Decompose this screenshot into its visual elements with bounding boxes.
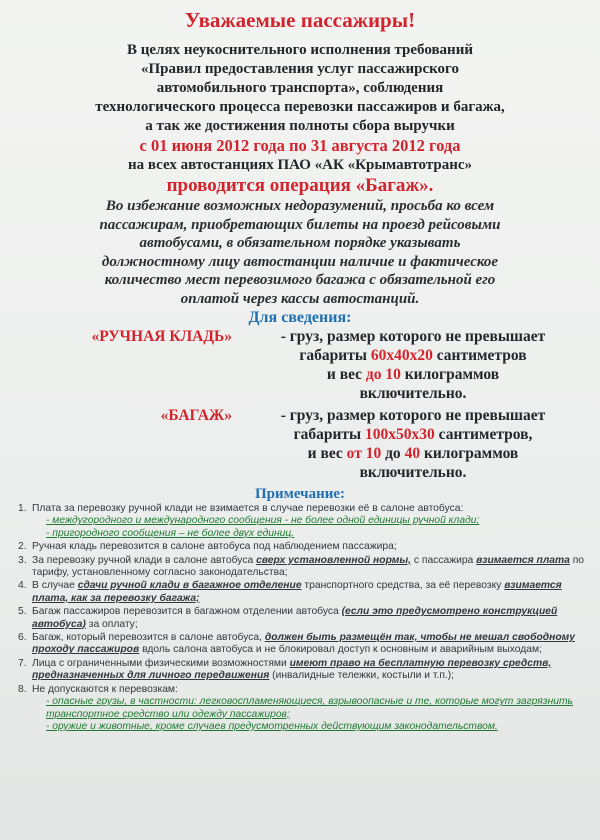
note-text: Ручная кладь перевозится в салоне автобуса под наблюдением пассажира;: [32, 541, 397, 553]
note-item: [18, 580, 584, 605]
notice-line: оплатой через кассы автостанций.: [180, 290, 420, 307]
hand-luggage-term: «РУЧНАЯ КЛАДЬ»: [91, 328, 232, 345]
def-line: - груз, размер которого не превышает: [280, 328, 546, 345]
intro-line: а так же достижения полноты сбора выручки: [145, 118, 455, 134]
note-emphasis: взимается плата, как за перевозку багажа;: [32, 580, 562, 604]
dimensions-value: 60х40х20: [370, 347, 433, 364]
notice-line: Во избежание возможных недоразумений, просьба ко всем: [105, 198, 495, 214]
note-span: Багаж, который перевозится в салоне автобуса,: [32, 632, 265, 644]
note-line: Не допускаются к перевозкам:: [32, 683, 178, 695]
note-number: 4.: [18, 580, 27, 592]
note-subitem: - пригородного сообщения – не более двух единиц.: [46, 527, 295, 539]
def-line: [238, 444, 588, 463]
intro-paragraph: [12, 41, 588, 136]
notice-paragraph: [12, 197, 588, 308]
note-number: 8.: [18, 683, 27, 695]
note-heading: Примечание:: [254, 486, 346, 502]
notice-line: автобусами, в обязательном порядке указывать: [139, 235, 461, 251]
note-number: 3.: [18, 554, 27, 566]
hand-luggage-text: [238, 327, 588, 403]
note-span: За перевозку ручной клади в салоне автобуса: [32, 554, 257, 566]
notice-line: количество мест перевозимого багажа с обязательной его: [104, 272, 496, 288]
weight-value: 40: [404, 445, 421, 462]
note-span: Лица с ограниченными физическими возможностями: [32, 657, 290, 669]
page-title: Уважаемые пассажиры!: [184, 8, 416, 32]
hand-luggage-definition: [12, 327, 588, 403]
note-number: 6.: [18, 632, 27, 644]
note-emphasis: сверх установленной нормы,: [256, 554, 411, 566]
note-text: [32, 684, 584, 734]
weight-value: от 10: [346, 445, 382, 462]
def-text: килограммов: [420, 445, 519, 462]
note-subitem: - междугородного и международного сообщения - не более одной единицы ручной клади;: [46, 515, 480, 527]
note-number: 7.: [18, 657, 27, 669]
note-span: транспортного средства, за её перевозку: [301, 580, 505, 592]
def-text: габариты: [293, 426, 366, 443]
note-emphasis: (если это предусмотрено конструкцией автобуса): [32, 606, 558, 630]
note-item: [18, 658, 584, 683]
def-text: сантиметров,: [434, 426, 533, 443]
note-span: В случае: [32, 580, 78, 592]
note-span: вдоль салона автобуса и не блокировал доступ к основным и аварийным выходам;: [139, 644, 542, 656]
def-text: до: [381, 445, 405, 462]
note-text: [32, 606, 584, 631]
def-line: [238, 365, 588, 384]
baggage-text: [238, 406, 588, 482]
intro-line: В целях неукоснительного исполнения требований: [127, 42, 473, 58]
note-item: [18, 684, 584, 734]
note-number: 5.: [18, 606, 27, 618]
note-item: [18, 541, 584, 553]
def-line: включительно.: [359, 464, 467, 481]
def-text: килограммов: [400, 366, 500, 383]
note-span: с пассажира: [411, 554, 477, 566]
def-line: включительно.: [359, 385, 467, 402]
baggage-term: «БАГАЖ»: [160, 407, 232, 424]
def-text: сантиметров: [432, 347, 527, 364]
operation-dates: с 01 июня 2012 года по 31 августа 2012 года: [139, 136, 461, 155]
note-number: 2.: [18, 541, 27, 553]
dimensions-value: 100х50х30: [365, 426, 435, 443]
def-line: - груз, размер которого не превышает: [280, 407, 546, 424]
stations-line: на всех автостанциях ПАО «АК «Крымавтотранс»: [127, 157, 473, 173]
note-emphasis: сдачи ручной клади в багажное отделение: [77, 580, 302, 592]
def-line: [238, 425, 588, 444]
weight-value: до 10: [365, 366, 401, 383]
note-item: [18, 503, 584, 540]
baggage-definition: [12, 406, 588, 482]
def-text: габариты: [299, 347, 371, 364]
note-number: 1.: [18, 503, 27, 514]
note-span: за оплату;: [85, 618, 138, 630]
notice-line: должностному лицу автостанции наличие и фактическое: [101, 253, 499, 270]
note-text: [32, 580, 584, 605]
note-span: (инвалидные тележки, костыли и т.п.);: [269, 670, 455, 682]
operation-name: проводится операция «Багаж».: [166, 175, 434, 196]
note-span: по тарифу, установленному согласно законодательства;: [32, 554, 585, 579]
note-emphasis: должен быть размещён так, чтобы не мешал свободному проходу пассажиров: [32, 632, 575, 656]
note-item: [18, 606, 584, 631]
note-item: [18, 632, 584, 657]
def-text: и вес: [307, 445, 347, 462]
note-text: [32, 555, 584, 580]
note-subitem: - опасные грузы, в частности: легковоспламеняющиеся, взрывоопасные и те, которые могут загрязнить транспортное средство или одежду пассажиров;: [46, 696, 573, 720]
note-emphasis: имеют право на бесплатную перевозку средств, предназначенных для личного передвижения: [32, 657, 552, 682]
note-subitem: - оружие и животные, кроме случаев предусмотренных действующим законодательством.: [46, 720, 498, 732]
note-text: [32, 658, 584, 683]
note-text: [32, 632, 584, 657]
note-span: Багаж пассажиров перевозится в багажном отделении автобуса: [32, 606, 342, 618]
notice-line: пассажирам, приобретающих билеты на проезд рейсовыми: [99, 216, 501, 233]
intro-line: технологического процесса перевозки пассажиров и багажа,: [95, 99, 505, 115]
def-line: [238, 346, 588, 365]
note-item: [18, 555, 584, 580]
intro-line: «Правил предоставления услуг пассажирского: [140, 61, 459, 77]
note-emphasis: взимается плата: [476, 554, 570, 566]
note-line: Плата за перевозку ручной клади не взимается в случае перевозки её в салоне автобуса:: [32, 503, 464, 514]
notes-list: [18, 503, 584, 733]
def-text: и вес: [326, 366, 366, 383]
intro-line: автомобильного транспорта», соблюдения: [156, 80, 444, 96]
note-text: [32, 503, 584, 540]
info-heading: Для сведения:: [248, 309, 352, 326]
